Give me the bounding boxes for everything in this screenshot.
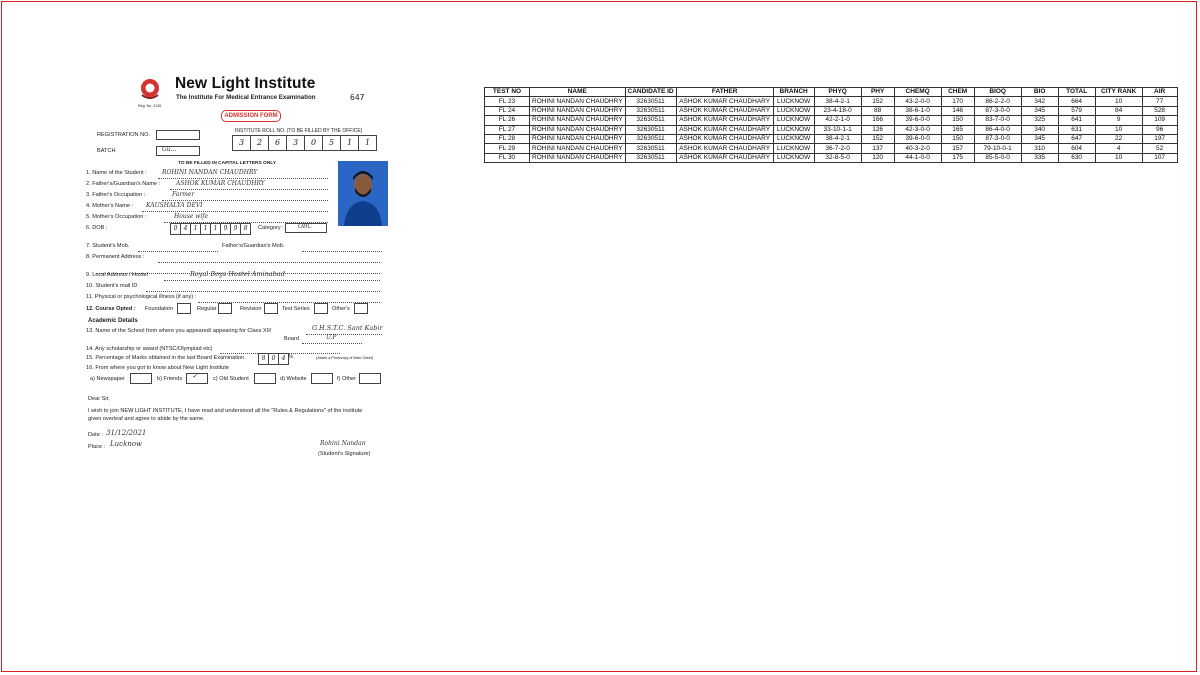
academic-heading: Academic Details <box>88 318 138 324</box>
table-cell: 38-4-2-1 <box>814 134 861 143</box>
table-cell: 345 <box>1021 106 1058 115</box>
table-cell: LUCKNOW <box>773 116 814 125</box>
test-series-label: Test Series <box>282 306 310 312</box>
column-header: NAME <box>530 88 626 97</box>
table-cell: 340 <box>1021 125 1058 134</box>
batch-label: BATCH <box>97 148 116 154</box>
table-cell: LUCKNOW <box>773 144 814 153</box>
institute-logo-icon <box>138 77 162 101</box>
table-cell: ASHOK KUMAR CHAUDHARY <box>676 134 773 143</box>
table-cell: ROHINI NANDAN CHAUDHRY <box>530 125 626 134</box>
table-cell: ROHINI NANDAN CHAUDHRY <box>530 116 626 125</box>
table-cell: 36-7-2-0 <box>814 144 861 153</box>
website-checkbox <box>311 373 333 384</box>
friends-label: b) Friends <box>157 376 183 382</box>
table-cell: 88 <box>861 106 894 115</box>
percent-sign: % <box>288 354 293 360</box>
form-number: 647 <box>350 93 365 102</box>
father-occupation-value: Farmer <box>172 191 195 198</box>
table-cell: 83-7-0-0 <box>974 116 1021 125</box>
table-cell: 150 <box>941 116 974 125</box>
table-row <box>485 125 1178 134</box>
mother-occupation-label: 5. Mother's Occupation : <box>86 214 147 220</box>
table-cell: ASHOK KUMAR CHAUDHARY <box>676 106 773 115</box>
header-row <box>485 88 1178 97</box>
mother-label: 4. Mother's Name : <box>86 203 134 209</box>
table-cell: 579 <box>1058 106 1095 115</box>
roll-digit: 0 <box>305 136 323 150</box>
table-cell: 32630511 <box>625 134 676 143</box>
table-cell: 38-4-2-1 <box>814 97 861 106</box>
table-cell: ASHOK KUMAR CHAUDHARY <box>676 144 773 153</box>
table-cell: 38-6-1-0 <box>894 106 941 115</box>
name-line <box>158 178 328 179</box>
batch-value: Gu... <box>162 146 177 153</box>
table-cell: 77 <box>1142 97 1177 106</box>
other-label: f) Other <box>337 376 356 382</box>
friends-tick-icon: ✓ <box>192 372 198 380</box>
salutation: Dear Sir, <box>88 396 110 402</box>
roll-label: INSTITUTE ROLL NO. (TO BE FILLED BY THE OFFICE) <box>235 128 363 134</box>
percentage-label: 15. Percentage of Marks obtained in the last Board Examination <box>86 355 245 361</box>
table-cell: 32630511 <box>625 116 676 125</box>
column-header: BRANCH <box>773 88 814 97</box>
guardian-mobile-label: Father's/Guardian's Mob. <box>222 243 285 249</box>
father-line <box>170 189 328 190</box>
old-student-label: c) Old Student <box>213 376 249 382</box>
board-value: U.P <box>326 334 337 341</box>
table-cell: 170 <box>941 97 974 106</box>
website-label: d) Website <box>280 376 307 382</box>
dob-digit: 4 <box>180 223 191 235</box>
table-cell: 39-6-0-0 <box>894 134 941 143</box>
table-cell: 85-5-0-0 <box>974 153 1021 162</box>
table-cell: 39-6-0-0 <box>894 116 941 125</box>
place-value: Lucknow <box>110 440 143 448</box>
father-label: 2. Father's/Guardian's Name : <box>86 181 161 187</box>
table-cell: 32630511 <box>625 106 676 115</box>
table-cell: 86-2-2-0 <box>974 97 1021 106</box>
table-cell: 32630511 <box>625 125 676 134</box>
board-label: Board <box>284 336 299 342</box>
newspaper-checkbox <box>130 373 152 384</box>
admission-form <box>80 68 410 468</box>
table-cell: 87-3-0-0 <box>974 106 1021 115</box>
roll-number-boxes <box>232 135 377 151</box>
table-cell: FL 24 <box>485 106 530 115</box>
board-line <box>302 343 362 344</box>
declaration-line-2: given overleaf and agree to abide by the same. <box>88 416 205 422</box>
table-cell: 96 <box>1142 125 1177 134</box>
table-cell: 345 <box>1021 134 1058 143</box>
table-cell: FL 27 <box>485 125 530 134</box>
revision-checkbox <box>264 303 278 314</box>
table-cell: 647 <box>1058 134 1095 143</box>
table-cell: LUCKNOW <box>773 97 814 106</box>
scholarship-label: 14. Any scholarship or award (NTSC/Olympiad etc) <box>86 346 213 352</box>
table-row <box>485 134 1178 143</box>
mother-occupation-value: House wife <box>174 213 209 220</box>
table-cell: 630 <box>1058 153 1095 162</box>
column-header: PHY <box>861 88 894 97</box>
roll-digit: 5 <box>323 136 341 150</box>
table-cell: 137 <box>861 144 894 153</box>
table-cell: 33-10-1-1 <box>814 125 861 134</box>
table-cell: 52 <box>1142 144 1177 153</box>
table-cell: 84 <box>1095 106 1142 115</box>
column-header: AIR <box>1142 88 1177 97</box>
table-cell: 157 <box>941 144 974 153</box>
table-cell: 42-2-1-0 <box>814 116 861 125</box>
table-row <box>485 106 1178 115</box>
results-table <box>484 87 1178 163</box>
student-photo <box>338 161 388 226</box>
table-cell: 10 <box>1095 153 1142 162</box>
column-header: TOTAL <box>1058 88 1095 97</box>
table-cell: 109 <box>1142 116 1177 125</box>
table-cell: 86-4-0-0 <box>974 125 1021 134</box>
dob-digit: 0 <box>170 223 181 235</box>
local-address-value: Royal Boys Hostel Aminabad <box>190 270 285 278</box>
mail-line <box>146 291 380 292</box>
column-header: PHYQ <box>814 88 861 97</box>
date-value: 31/12/2021 <box>106 429 147 437</box>
table-cell: 87-3-0-0 <box>974 134 1021 143</box>
table-cell: ASHOK KUMAR CHAUDHARY <box>676 125 773 134</box>
dob-digit: 8 <box>240 223 251 235</box>
foundation-checkbox <box>177 303 191 314</box>
institute-tagline: The Institute For Medical Entrance Examination <box>176 94 316 101</box>
table-row <box>485 153 1178 162</box>
date-label: Date : <box>88 432 103 438</box>
dob-digit: 9 <box>230 223 241 235</box>
table-cell: 310 <box>1021 144 1058 153</box>
column-header: CHEM <box>941 88 974 97</box>
results-table-head <box>485 88 1178 97</box>
table-cell: ROHINI NANDAN CHAUDHRY <box>530 106 626 115</box>
table-cell: 22 <box>1095 134 1142 143</box>
table-cell: 126 <box>861 125 894 134</box>
column-header: BIO <box>1021 88 1058 97</box>
school-label: 13. Name of the School from where you appeared/ appearing for Class XII/ <box>86 328 272 334</box>
permanent-address-line <box>158 262 380 263</box>
table-cell: 664 <box>1058 97 1095 106</box>
newspaper-label: a) Newspaper <box>90 376 125 382</box>
attach-note: (Attach a Photocopy of Mark Sheet) <box>316 356 373 360</box>
table-cell: LUCKNOW <box>773 106 814 115</box>
percentage-digit: 4 <box>278 353 289 365</box>
dob-digit: 1 <box>190 223 201 235</box>
name-label: 1. Name of the Student : <box>86 170 147 176</box>
table-cell: FL 30 <box>485 153 530 162</box>
table-cell: 32630511 <box>625 97 676 106</box>
dob-digit: 9 <box>220 223 231 235</box>
roll-digit: 6 <box>269 136 287 150</box>
student-mobile-label: 7. Student's Mob. <box>86 243 130 249</box>
table-cell: 40-3-2-0 <box>894 144 941 153</box>
admission-form-badge: ADMISSION FORM <box>221 110 281 122</box>
course-label: 12. Course Opted : <box>86 306 136 312</box>
guardian-mobile-line <box>302 251 382 252</box>
column-header: TEST NO <box>485 88 530 97</box>
registration-label: REGISTRATION NO. <box>97 132 151 138</box>
reg-number-small: Reg. No. 2145 <box>138 104 162 108</box>
table-cell: 120 <box>861 153 894 162</box>
mail-label: 10. Student's mail ID <box>86 283 138 289</box>
father-value: ASHOK KUMAR CHAUDHRY <box>176 180 265 187</box>
table-cell: 107 <box>1142 153 1177 162</box>
illness-label: 11. Physical or psychological illness (if any) : <box>86 294 197 300</box>
student-mobile-line <box>138 251 218 252</box>
table-row <box>485 144 1178 153</box>
father-occupation-label: 3. Father's Occupation : <box>86 192 146 198</box>
regular-label: Regular <box>197 306 217 312</box>
table-cell: 9 <box>1095 116 1142 125</box>
table-row <box>485 116 1178 125</box>
student-photo-icon <box>338 161 388 226</box>
table-cell: 10 <box>1095 97 1142 106</box>
table-cell: 44-1-0-0 <box>894 153 941 162</box>
place-label: Place : <box>88 444 106 450</box>
local-address-line <box>164 280 380 281</box>
table-cell: 32630511 <box>625 153 676 162</box>
category-label: Category : <box>258 225 284 231</box>
mother-line <box>142 211 328 212</box>
table-cell: 4 <box>1095 144 1142 153</box>
table-cell: ASHOK KUMAR CHAUDHARY <box>676 153 773 162</box>
table-cell: 528 <box>1142 106 1177 115</box>
roll-digit: 2 <box>251 136 269 150</box>
table-cell: 165 <box>941 125 974 134</box>
column-header: FATHER <box>676 88 773 97</box>
table-cell: 43-2-0-0 <box>894 97 941 106</box>
table-cell: ASHOK KUMAR CHAUDHARY <box>676 116 773 125</box>
signature-caption: (Student's Signature) <box>318 451 371 457</box>
table-cell: LUCKNOW <box>773 134 814 143</box>
table-cell: 325 <box>1021 116 1058 125</box>
school-value: G.H.S.T.C. Sant Kabir <box>312 324 383 332</box>
table-cell: 152 <box>861 134 894 143</box>
category-value: OBC <box>298 223 313 230</box>
old-student-checkbox <box>254 373 276 384</box>
roll-digit: 1 <box>341 136 359 150</box>
column-header: CITY RANK <box>1095 88 1142 97</box>
table-cell: 166 <box>861 116 894 125</box>
column-header: CHEMQ <box>894 88 941 97</box>
table-cell: 631 <box>1058 125 1095 134</box>
dob-digit: 1 <box>210 223 221 235</box>
signature: Rohini Nandan <box>320 440 366 447</box>
permanent-address-label: 8. Permanent Address : <box>86 254 145 260</box>
table-cell: 641 <box>1058 116 1095 125</box>
table-cell: 23-4-18-0 <box>814 106 861 115</box>
table-cell: FL 29 <box>485 144 530 153</box>
capital-letters-note: TO BE FILLED IN CAPITAL LETTERS ONLY <box>178 161 276 166</box>
table-cell: LUCKNOW <box>773 153 814 162</box>
dob-boxes <box>170 223 250 233</box>
column-header: BIOQ <box>974 88 1021 97</box>
local-address-label: 9. Local Address / Hostel <box>86 272 148 278</box>
table-cell: FL 23 <box>485 97 530 106</box>
table-cell: ROHINI NANDAN CHAUDHRY <box>530 97 626 106</box>
table-cell: 197 <box>1142 134 1177 143</box>
others-checkbox <box>354 303 368 314</box>
table-row <box>485 97 1178 106</box>
foundation-label: Foundation <box>145 306 173 312</box>
revision-label: Revision <box>240 306 262 312</box>
roll-digit: 3 <box>233 136 251 150</box>
others-label: Other's <box>332 306 350 312</box>
table-cell: ASHOK KUMAR CHAUDHARY <box>676 97 773 106</box>
table-cell: 604 <box>1058 144 1095 153</box>
column-header: CANDIDATE ID <box>625 88 676 97</box>
table-cell: ROHINI NANDAN CHAUDHRY <box>530 144 626 153</box>
table-cell: FL 26 <box>485 116 530 125</box>
dob-digit: 1 <box>200 223 211 235</box>
roll-digit: 1 <box>364 138 371 147</box>
table-cell: LUCKNOW <box>773 125 814 134</box>
table-cell: 10 <box>1095 125 1142 134</box>
regular-checkbox <box>218 303 232 314</box>
source-label: 16. From where you got to know about New Light Institute <box>86 365 230 371</box>
table-cell: 146 <box>941 106 974 115</box>
table-cell: 79-10-0-1 <box>974 144 1021 153</box>
table-cell: 32630511 <box>625 144 676 153</box>
father-occupation-line <box>162 200 328 201</box>
other-checkbox <box>359 373 381 384</box>
table-cell: 175 <box>941 153 974 162</box>
table-cell: 42-3-0-0 <box>894 125 941 134</box>
dob-label: 6. DOB : <box>86 225 108 231</box>
table-cell: ROHINI NANDAN CHAUDHRY <box>530 153 626 162</box>
percentage-boxes <box>258 353 288 363</box>
percentage-digit: 8 <box>258 353 269 365</box>
results-table-body <box>485 97 1178 163</box>
table-cell: 32-8-5-0 <box>814 153 861 162</box>
table-cell: 152 <box>861 97 894 106</box>
roll-digit: 3 <box>287 136 305 150</box>
mother-value: KAUSHALYA DEVI <box>146 202 203 209</box>
table-cell: 150 <box>941 134 974 143</box>
registration-box <box>156 130 200 140</box>
table-cell: 342 <box>1021 97 1058 106</box>
name-value: ROHINI NANDAN CHAUDHRY <box>162 169 258 176</box>
school-line <box>306 334 382 335</box>
table-cell: ROHINI NANDAN CHAUDHRY <box>530 134 626 143</box>
institute-name: New Light Institute <box>175 75 316 92</box>
declaration-line-1: I wish to join NEW LIGHT INSTITUTE, I have read and understood all the "Rules & Regulations" of the institute <box>88 408 363 414</box>
table-cell: 335 <box>1021 153 1058 162</box>
test-series-checkbox <box>314 303 328 314</box>
table-cell: FL 28 <box>485 134 530 143</box>
percentage-digit: 0 <box>268 353 279 365</box>
